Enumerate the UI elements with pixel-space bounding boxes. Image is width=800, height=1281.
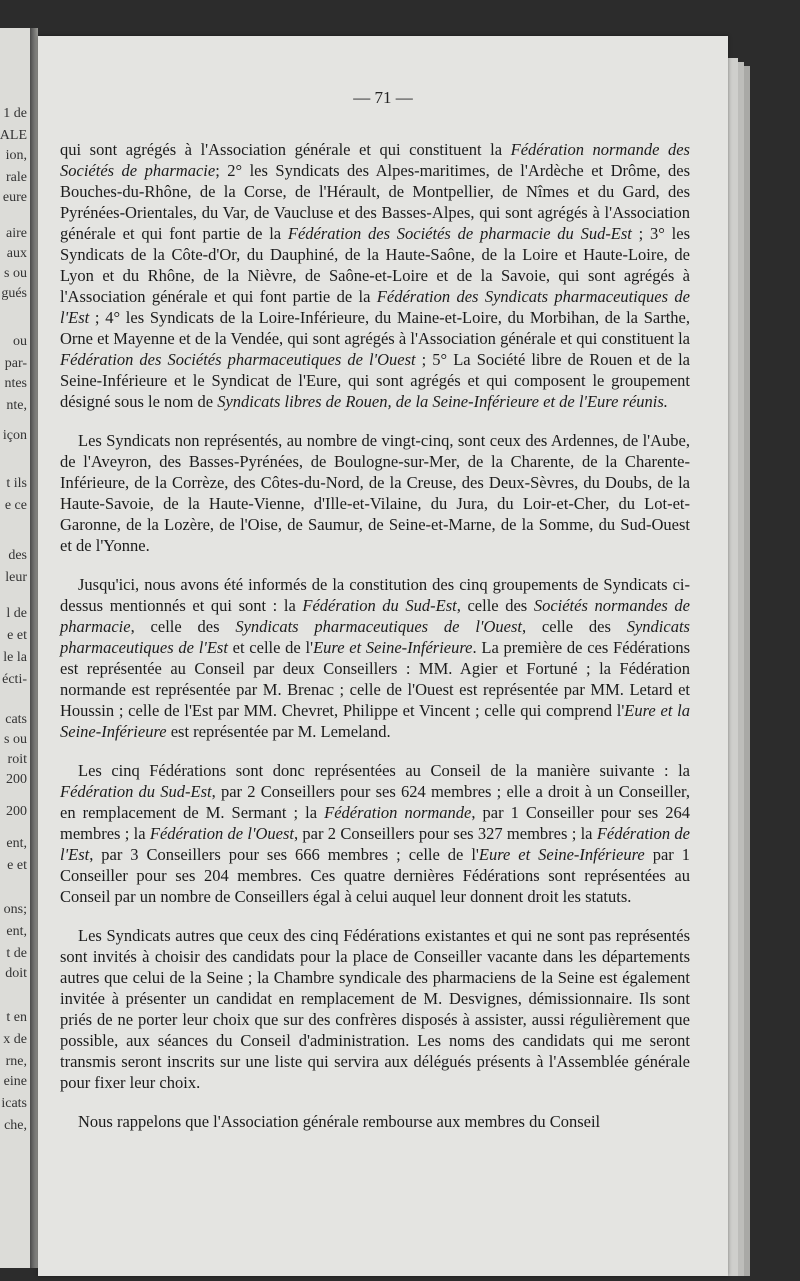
text-run: , celle des <box>521 617 627 636</box>
text-run: est représentée par M. Lemeland. <box>166 722 391 741</box>
italic-run: Eure et Seine-Inférieure <box>313 638 473 657</box>
text-run: qui sont agrégés à l'Association générale et qui constituent la <box>60 140 511 159</box>
text-run: par 1 Conseiller pour ses 204 membres. Ces quatre dernières Fédérations sont représentées au Conseil par un nombre de Conseillers égal à celui auquel leur donnent droit les statuts. <box>60 845 690 906</box>
italic-run: Fédération normande <box>324 803 472 822</box>
margin-fragment: t ils <box>6 476 27 491</box>
paragraph <box>60 139 690 412</box>
paragraph <box>60 1111 690 1132</box>
text-run: , par 3 Conseillers pour ses 666 membres ; celle de l' <box>89 845 479 864</box>
margin-fragment: x de <box>3 1032 27 1047</box>
margin-fragment: ent, <box>6 836 27 851</box>
margin-fragment: eine <box>3 1074 27 1089</box>
margin-fragment: ntes <box>4 376 27 391</box>
text-run: ; 2° les Syndicats des Alpes-maritimes, de l'Ardèche et Drôme, des Bouches-du-Rhône, de la Corse, de l'Hérault, de Montpellier, de Nîmes et du Gard, des Pyrénées-Orientales, du Var, de Vaucluse et des Basses-Alpes, qui sont agrégés à l'Association générale et qui font partie de la <box>60 161 691 243</box>
italic-run: Fédération du Sud-Est <box>60 782 212 801</box>
italic-run: Fédération des Syndicats pharmaceutiques de l'Est <box>60 287 690 327</box>
margin-fragment: l de <box>6 606 27 621</box>
text-run: . La première de ces Fédérations est représentée au Conseil par deux Conseillers : MM. Agier et Fortuné ; la Fédération normande est représentée par M. Brenac ; celle de l'Ouest est représentée par MM. Letard et Houssin ; celle de l'Est par MM. Chevret, Philippe et Vincent ; celle qui comprend l' <box>60 638 691 720</box>
text-run: , celle des <box>130 617 236 636</box>
text-run: , par 1 Conseiller pour ses 264 membres ; la <box>60 803 690 843</box>
text-run: , par 2 Conseillers pour ses 327 membres ; la <box>293 824 597 843</box>
margin-fragment: e et <box>7 858 27 873</box>
margin-fragment: des <box>8 548 27 563</box>
italic-run: Eure et Seine-Inférieure <box>478 845 645 864</box>
left-page-fragment <box>0 28 30 1268</box>
margin-fragment: rale <box>6 170 27 185</box>
text-run: Les Syndicats non représentés, au nombre de vingt-cinq, sont ceux des Ardennes, de l'Aube, de l'Aveyron, des Basses-Pyrénées, de Boulogne-sur-Mer, de la Charente, de la Charente-Inférieure, de la Corrèze, des Côtes-du-Nord, de la Creuse, des Deux-Sèvres, du Doubs, de la Haute-Savoie, de la Haute-Vienne, d'Ille-et-Vilaine, du Jura, du Loir-et-Cher, du Lot-et-Garonne, de la Lozère, de l'Oise, de Saumur, de Seine-et-Marne, de la Somme, du Sud-Ouest et de l'Yonne. <box>60 431 690 555</box>
margin-fragment: e et <box>7 628 27 643</box>
margin-fragment: 200 <box>6 772 27 787</box>
italic-run: Fédération de l'Est <box>60 824 691 864</box>
book-gutter <box>30 28 38 1268</box>
margin-fragment: eure <box>2 190 27 205</box>
paragraph <box>60 925 690 1093</box>
margin-fragment: che, <box>4 1118 27 1133</box>
text-run: , par 2 Conseillers pour ses 624 membres ; elle a droit à un Conseiller, en remplacement de M. Sermant ; la <box>60 782 690 822</box>
text-run: , celle des <box>456 596 534 615</box>
page-edge <box>728 58 738 1276</box>
margin-fragment: s ou <box>4 732 27 747</box>
margin-fragment: 200 <box>6 804 27 819</box>
margin-fragment: e ce <box>4 498 27 513</box>
page-edge <box>744 66 750 1276</box>
margin-fragment: 1 de <box>3 106 27 121</box>
margin-fragment: doit <box>5 966 27 981</box>
margin-fragment: ent, <box>6 924 27 939</box>
italic-run: Fédération du Sud-Est <box>302 596 457 615</box>
text-run: ; 4° les Syndicats de la Loire-Inférieure, du Maine-et-Loire, du Morbihan, de la Sarthe, Orne et Mayenne et de la Vendée, qui sont agrégés à l'Association générale et qui constituent la <box>60 308 690 348</box>
margin-fragment: ion, <box>5 148 27 163</box>
margin-fragment: leur <box>5 570 27 585</box>
margin-fragment: par- <box>4 356 27 371</box>
italic-run: Fédération de l'Ouest <box>149 824 294 843</box>
text-run: ; 3° les Syndicats de la Côte-d'Or, du Dauphiné, de la Haute-Saône, de la Loire et Haute-Loire, de Lyon et du Rhône, de la Nièvre, de Saône-et-Loire et de la Savoie, qui sont agrégés à l'Association générale et qui font partie de la <box>60 224 690 306</box>
margin-fragment: cats <box>5 712 27 727</box>
text-run: Les cinq Fédérations sont donc représentées au Conseil de la manière suivante : la <box>78 761 690 780</box>
page-number: — 71 — <box>353 88 413 107</box>
italic-run: Syndicats libres de Rouen, de la Seine-Inférieure et de l'Eure réunis. <box>217 392 668 411</box>
italic-run: Syndicats pharmaceutiques de l'Est <box>60 617 690 657</box>
paragraph <box>60 574 690 742</box>
margin-fragment: rne, <box>5 1054 27 1069</box>
text-run: Nous rappelons que l'Association générale rembourse aux membres du Conseil <box>78 1112 601 1131</box>
italic-run: Fédération des Sociétés de pharmacie du Sud-Est <box>287 224 632 243</box>
italic-run: Fédération normande des Sociétés de pharmacie <box>60 140 690 180</box>
margin-fragment: gués <box>1 286 27 301</box>
italic-run: Fédération des Sociétés pharmaceutiques de l'Ouest <box>60 350 416 369</box>
margin-fragment: s ou <box>4 266 27 281</box>
margin-fragment: ALE <box>0 128 27 143</box>
italic-run: Eure et la Seine-Inférieure <box>60 701 690 741</box>
text-run: ; 5° La Société libre de Rouen et de la Seine-Inférieure et le Syndicat de l'Eure, qui sont agrégés et qui composent le groupement désigné sous le nom de <box>60 350 690 411</box>
margin-fragment: ou <box>13 334 27 349</box>
margin-fragment: le la <box>3 650 27 665</box>
margin-fragment: t de <box>6 946 27 961</box>
margin-fragment: aire <box>6 226 27 241</box>
margin-fragment: ons; <box>3 902 27 917</box>
book-page <box>38 36 728 1276</box>
margin-fragment: nte, <box>6 398 27 413</box>
margin-fragment: içon <box>2 428 27 443</box>
text-run: Les Syndicats autres que ceux des cinq Fédérations existantes et qui ne sont pas représentés sont invités à choisir des candidats pour la place de Conseiller vacante dans les départements autres que celui de la Seine ; la Chambre syndicale des pharmaciens de la Seine est également invitée à présenter un candidat en remplacement de M. Desvignes, démissionnaire. Ils sont priés de ne porter leur choix que sur des confrères disposés à assister, aussi régulièrement que possible, aux séances du Conseil d'administration. Les noms des candidats qui me seront transmis seront inscrits sur une liste qui servira aux délégués présents à l'Assemblée générale pour fixer leur choix. <box>60 926 690 1092</box>
margin-fragment: icats <box>1 1096 27 1111</box>
paragraph <box>60 430 690 556</box>
text-run: et celle de l' <box>227 638 314 657</box>
text-run: Jusqu'ici, nous avons été informés de la constitution des cinq groupements de Syndicats ci-dessus mentionnés et qui sont : la <box>60 575 690 615</box>
margin-fragment: écti- <box>2 672 27 687</box>
paragraph <box>60 760 690 907</box>
margin-fragment: aux <box>6 246 27 261</box>
italic-run: Sociétés normandes de pharmacie <box>60 596 690 636</box>
italic-run: Syndicats pharmaceutiques de l'Ouest <box>235 617 522 636</box>
margin-fragment: t en <box>6 1010 27 1025</box>
body-text <box>60 139 690 1132</box>
margin-fragment: roit <box>7 752 27 767</box>
